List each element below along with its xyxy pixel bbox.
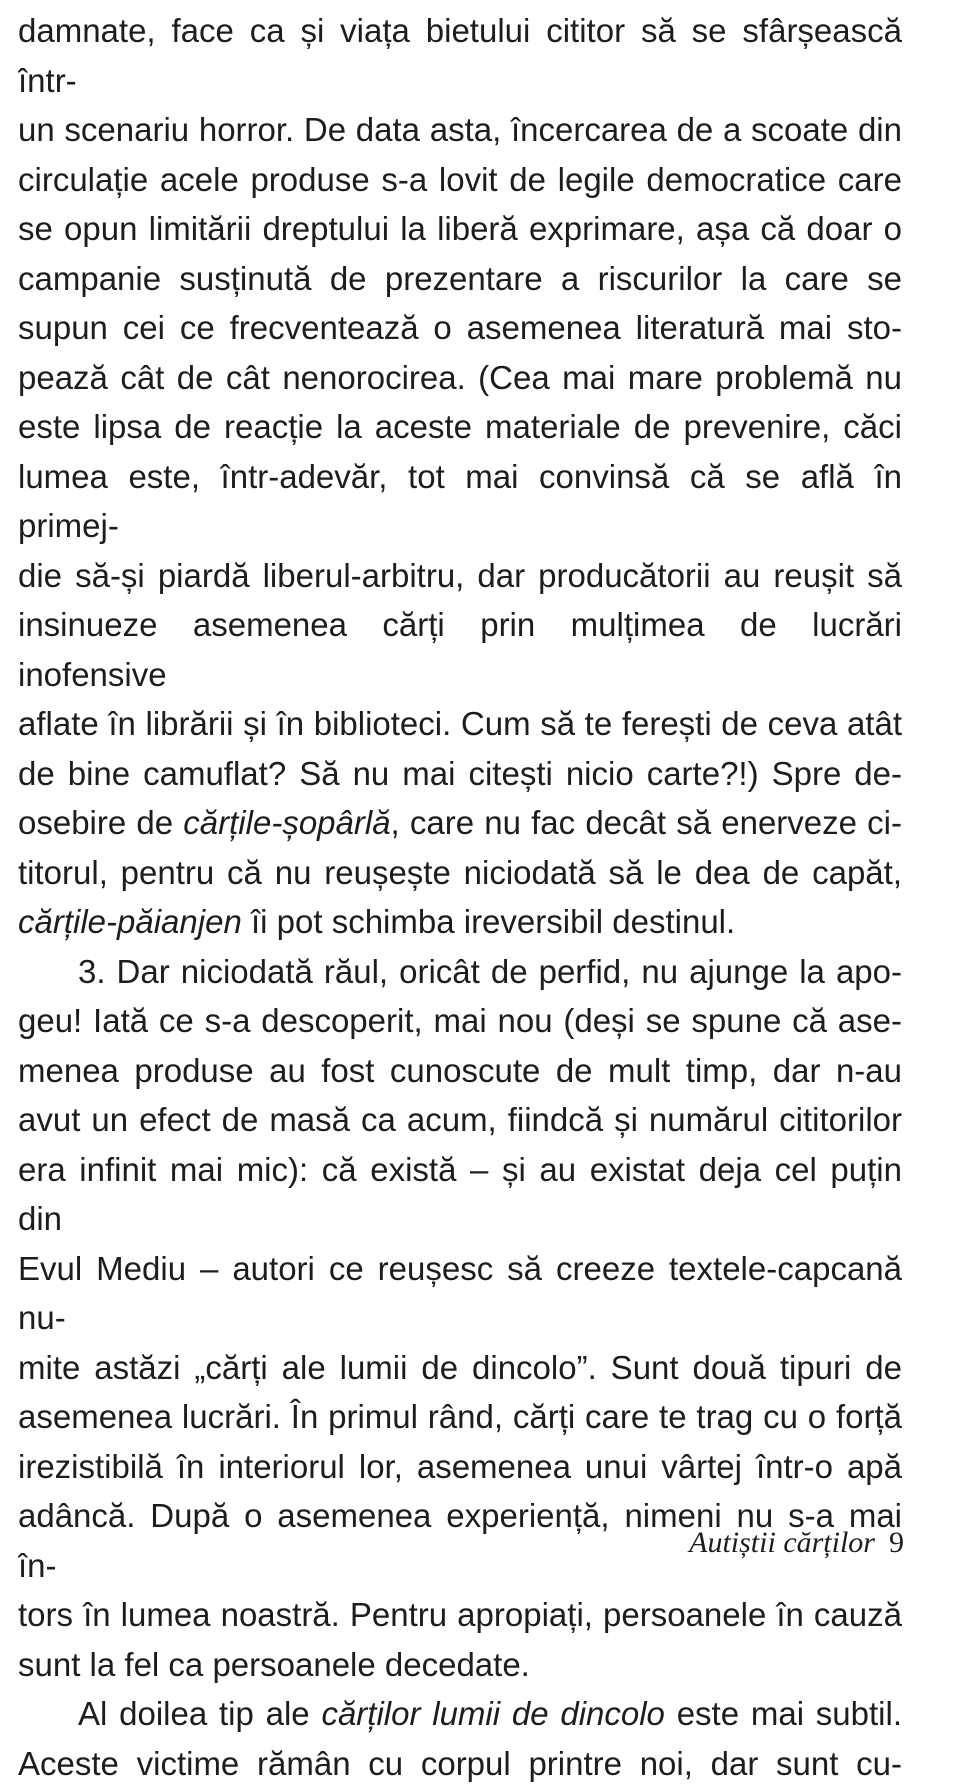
text-line: era infinit mai mic): că există – și au existat deja cel puțin din — [18, 1145, 902, 1244]
text-line: de bine camuflat? Să nu mai citești nicio carte?!) Spre de- — [18, 749, 902, 799]
text-line: supun cei ce frecventează o asemenea literatură mai sto- — [18, 303, 902, 353]
text-line: Evul Mediu – autori ce reușesc să creeze textele-capcană nu- — [18, 1244, 902, 1343]
text-line: Aceste victime rămân cu corpul printre noi, dar sunt cu- — [18, 1739, 902, 1788]
text-line: un scenariu horror. De data asta, încercarea de a scoate din — [18, 105, 902, 155]
text-line: este lipsa de reacție la aceste materiale de prevenire, căci — [18, 402, 902, 452]
text-line: circulație acele produse s-a lovit de legile democratice care — [18, 155, 902, 205]
text-line: irezistibilă în interiorul lor, asemenea unui vârtej într-o apă — [18, 1442, 902, 1492]
text-line: damnate, face ca și viața bietului cititor să se sfârșească într- — [18, 6, 902, 105]
text-segment: îi pot schimba ireversibil destinul. — [242, 903, 735, 940]
text-line: 3. Dar niciodată răul, oricât de perfid, nu ajunge la apo- — [18, 947, 902, 997]
text-line: asemenea lucrări. În primul rând, cărți care te trag cu o forță — [18, 1392, 902, 1442]
italic-term: cărțile-păianjen — [18, 903, 242, 940]
text-segment: Al doilea tip ale — [78, 1695, 321, 1732]
text-line: pează cât de cât nenorocirea. (Cea mai mare problemă nu — [18, 353, 902, 403]
text-line: tors în lumea noastră. Pentru apropiați, persoanele în cauză — [18, 1590, 902, 1640]
book-page — [18, 6, 902, 1546]
text-line: adâncă. După o asemenea experiență, nimeni nu s-a mai în- — [18, 1491, 902, 1590]
text-line — [18, 897, 902, 947]
text-line — [18, 1689, 902, 1739]
text-line: menea produse au fost cunoscute de mult timp, dar n-au — [18, 1046, 902, 1096]
text-line: die să-și piardă liberul-arbitru, dar producătorii au reușit să — [18, 551, 902, 601]
text-line: aflate în librării și în biblioteci. Cum să te ferești de ceva atât — [18, 699, 902, 749]
text-segment: osebire de — [18, 804, 183, 841]
text-line: geu! Iată ce s-a descoperit, mai nou (deși se spune că ase- — [18, 996, 902, 1046]
page-footer — [689, 1526, 904, 1560]
text-segment: , care nu fac decât să enerveze ci- — [391, 804, 902, 841]
italic-term: cărțile-șopârlă — [183, 804, 390, 841]
italic-term: cărților lumii de dincolo — [321, 1695, 664, 1732]
paragraph-1 — [18, 6, 902, 947]
text-line: lumea este, într-adevăr, tot mai convinsă că se află în primej- — [18, 452, 902, 551]
text-line: mite astăzi „cărți ale lumii de dincolo”. Sunt două tipuri de — [18, 1343, 902, 1393]
page-number: 9 — [889, 1526, 904, 1559]
text-line: sunt la fel ca persoanele decedate. — [18, 1640, 902, 1690]
text-line: campanie susținută de prezentare a riscurilor la care se — [18, 254, 902, 304]
text-line: avut un efect de masă ca acum, fiindcă și numărul cititorilor — [18, 1095, 902, 1145]
paragraph-3 — [18, 1689, 902, 1788]
running-title: Autiștii cărților — [689, 1526, 875, 1559]
text-line: insinueze asemenea cărți prin mulțimea de lucrări inofensive — [18, 600, 902, 699]
text-line: se opun limitării dreptului la liberă exprimare, așa că doar o — [18, 204, 902, 254]
text-segment: este mai subtil. — [665, 1695, 902, 1732]
paragraph-2 — [18, 947, 902, 1690]
text-line: titorul, pentru că nu reușește niciodată să le dea de capăt, — [18, 848, 902, 898]
text-line — [18, 798, 902, 848]
